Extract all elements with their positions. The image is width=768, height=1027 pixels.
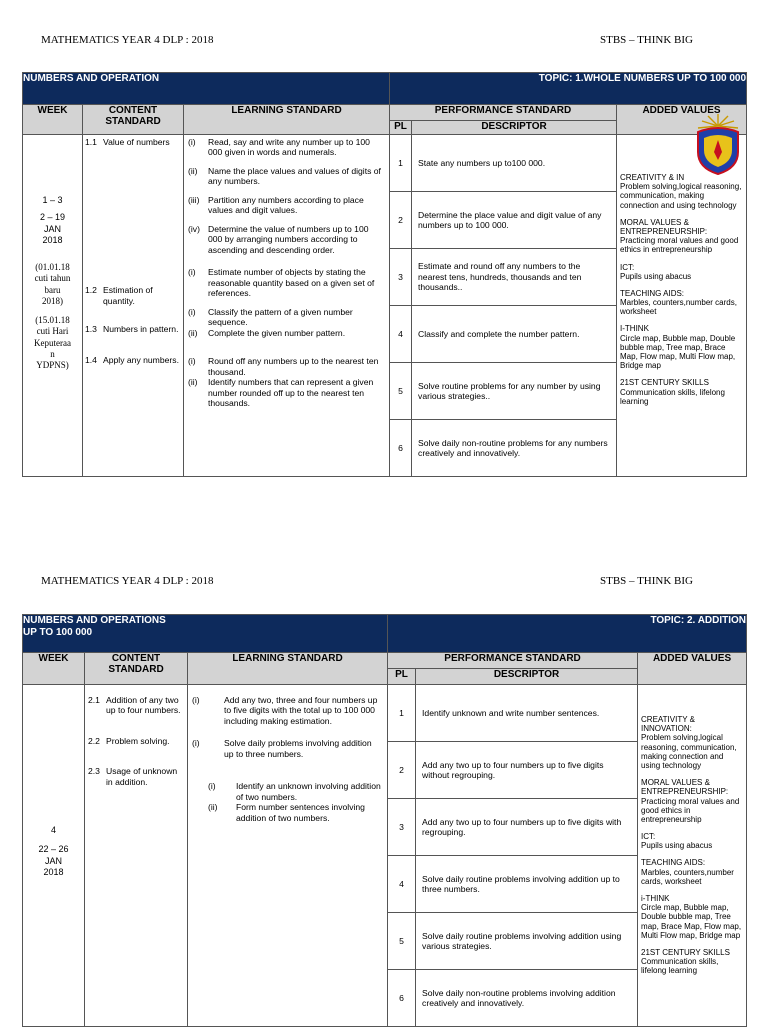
col-added-values: ADDED VALUES — [638, 653, 747, 685]
added-block: ICT: Pupils using abacus — [641, 832, 713, 851]
learning-item: (ii) Name the place values and values of digits of any numbers. — [188, 165, 381, 187]
pl-cell: 5 — [388, 913, 416, 970]
added-block: ICT: Pupils using abacus — [620, 262, 692, 281]
added-block: CREATIVITY & IN Problem solving,logical reasoning, communication, making connection and using technology — [620, 173, 742, 210]
learning-item: (ii) Form number sentences involving addition of two numbers. — [208, 802, 365, 823]
pl-cell: 5 — [390, 363, 412, 420]
table1-section-title: NUMBERS AND OPERATION — [23, 73, 390, 105]
content-standard-cell — [85, 685, 188, 1027]
content-item: 1.3 Numbers in pattern. — [85, 324, 179, 335]
table2-topic-title: TOPIC: 2. ADDITION — [388, 615, 747, 653]
col-performance-standard: PERFORMANCE STANDARD — [390, 105, 617, 121]
pl-cell: 2 — [390, 192, 412, 249]
col-learning-standard: LEARNING STANDARD — [184, 105, 390, 135]
added-block: MORAL VALUES & ENTREPRENEURSHIP: Practicing moral values and good ethics in entrepreneurship — [641, 778, 740, 824]
descriptor-cell: State any numbers up to100 000. — [412, 135, 617, 192]
page-header-right: STBS – THINK BIG — [600, 575, 694, 587]
learning-item: (i) Round off any numbers up to the nearest ten thousand. — [188, 356, 379, 377]
descriptor-cell: Identify unknown and write number sentences. — [416, 685, 638, 742]
learning-item: (i) Read, say and write any number up to 100 000 given in words and numerals. — [188, 137, 370, 158]
col-descriptor: DESCRIPTOR — [412, 121, 617, 135]
added-block: 21ST CENTURY SKILLS Communication skills, lifelong learning — [641, 947, 730, 976]
added-block: I-THINK Circle map, Bubble map, Double bubble map, Tree map, Brace Map, Flow map, Multi Flow map, Bridge map — [620, 324, 736, 371]
learning-item: (iii) Partition any numbers according to place values and digit values. — [188, 194, 364, 216]
content-item: 1.2 Estimation of quantity. — [85, 285, 153, 306]
col-added-values: ADDED VALUES — [617, 105, 747, 135]
learning-item: (i) Add any two, three and four numbers up to five digits with the total up to 100 000 including making estimation. — [192, 695, 378, 726]
col-descriptor: DESCRIPTOR — [416, 669, 638, 685]
pl-cell: 1 — [390, 135, 412, 192]
table-topic-1 — [22, 72, 747, 477]
col-week: WEEK — [23, 653, 85, 685]
page-header-left: MATHEMATICS YEAR 4 DLP : 2018 — [41, 34, 214, 46]
page-header-right: STBS – THINK BIG — [600, 34, 694, 46]
content-item: 1.1 Value of numbers — [85, 137, 170, 147]
content-item: 2.2 Problem solving. — [88, 735, 170, 746]
content-standard-cell — [83, 135, 184, 477]
learning-item: (i) Classify the pattern of a given number sequence. — [188, 306, 353, 328]
table1-topic-title: TOPIC: 1.WHOLE NUMBERS UP TO 100 000 — [390, 73, 747, 105]
descriptor-cell: Add any two up to four numbers up to five digits without regrouping. — [416, 742, 638, 799]
added-block: CREATIVITY & INNOVATION: Problem solving,logical reasoning, communication, making connection and using technology — [641, 715, 737, 770]
col-performance-standard: PERFORMANCE STANDARD — [388, 653, 638, 669]
week-cell: 4 22 – 26 JAN 2018 — [23, 685, 85, 1027]
learning-item: (ii) Identify numbers that can represent a given number rounded off up to the nearest ten thousands. — [188, 377, 374, 409]
pl-cell: 4 — [390, 306, 412, 363]
descriptor-cell: Solve daily routine problems involving addition up to three numbers. — [416, 856, 638, 913]
school-crest-icon — [690, 112, 746, 176]
pl-cell: 2 — [388, 742, 416, 799]
pl-cell: 4 — [388, 856, 416, 913]
learning-item: (iv) Determine the value of numbers up to 100 000 by arranging numbers according to ascending and descending order. — [188, 223, 369, 255]
learning-item: (i) Identify an unknown involving addition of two numbers. — [208, 781, 381, 802]
added-block: MORAL VALUES & ENTREPRENEURSHIP: Practicing moral values and good ethics in entrepreneurship — [620, 217, 739, 255]
week-cell: 1 – 3 2 – 19 JAN 2018 (01.01.18 cuti tahun baru 2018) (15.01.18 cuti Hari Keputeraa n YDPNS) — [23, 135, 83, 477]
added-values-cell — [638, 685, 747, 1027]
descriptor-cell: Solve daily non-routine problems for any numbers creatively and innovatively. — [412, 420, 617, 477]
learning-item: (i) Estimate number of objects by stating the reasonable quantity based on a given set of references. — [188, 267, 375, 299]
pl-cell: 6 — [390, 420, 412, 477]
descriptor-cell: Solve daily routine problems involving addition using various strategies. — [416, 913, 638, 970]
col-content-standard: CONTENT STANDARD — [85, 653, 188, 685]
col-pl: PL — [390, 121, 412, 135]
descriptor-cell: Solve routine problems for any number by using various strategies.. — [412, 363, 617, 420]
added-block: TEACHING AIDS: Marbles, counters,number cards, worksheet — [641, 858, 734, 886]
descriptor-cell: Solve daily non-routine problems involving addition creatively and innovatively. — [416, 970, 638, 1027]
content-item: 2.1 Addition of any two up to four numbers. — [88, 695, 181, 716]
pl-cell: 3 — [390, 249, 412, 306]
added-block: TEACHING AIDS: Marbles, counters,number cards, worksheet — [620, 288, 737, 317]
content-item: 1.4 Apply any numbers. — [85, 354, 179, 365]
learning-item: (ii) Complete the given number pattern. — [188, 327, 346, 338]
descriptor-cell: Add any two up to four numbers up to five digits with regrouping. — [416, 799, 638, 856]
col-content-standard: CONTENT STANDARD — [83, 105, 184, 135]
descriptor-cell: Determine the place value and digit value of any numbers up to 100 000. — [412, 192, 617, 249]
added-values-cell — [617, 135, 747, 477]
page-header-left: MATHEMATICS YEAR 4 DLP : 2018 — [41, 575, 214, 587]
added-block: i-THINK Circle map, Bubble map, Double bubble map, Tree map, Brace Map, Flow map, Multi Flow map, Bridge map — [641, 894, 742, 940]
added-block: 21ST CENTURY SKILLS Communication skills, lifelong learning — [620, 378, 725, 406]
table2-section-title: NUMBERS AND OPERATIONS UP TO 100 000 — [23, 615, 388, 653]
descriptor-cell: Classify and complete the number pattern. — [412, 306, 617, 363]
table-topic-2 — [22, 614, 747, 1027]
col-pl: PL — [388, 669, 416, 685]
learning-standard-cell — [184, 135, 390, 477]
pl-cell: 6 — [388, 970, 416, 1027]
descriptor-cell: Estimate and round off any numbers to the nearest tens, hundreds, thousands and ten thousands.. — [412, 249, 617, 306]
learning-item: (i) Solve daily problems involving addition up to three numbers. — [192, 738, 372, 759]
pl-cell: 3 — [388, 799, 416, 856]
content-item: 2.3 Usage of unknown in addition. — [88, 766, 178, 787]
col-week: WEEK — [23, 105, 83, 135]
pl-cell: 1 — [388, 685, 416, 742]
col-learning-standard: LEARNING STANDARD — [188, 653, 388, 685]
learning-standard-cell — [188, 685, 388, 1027]
